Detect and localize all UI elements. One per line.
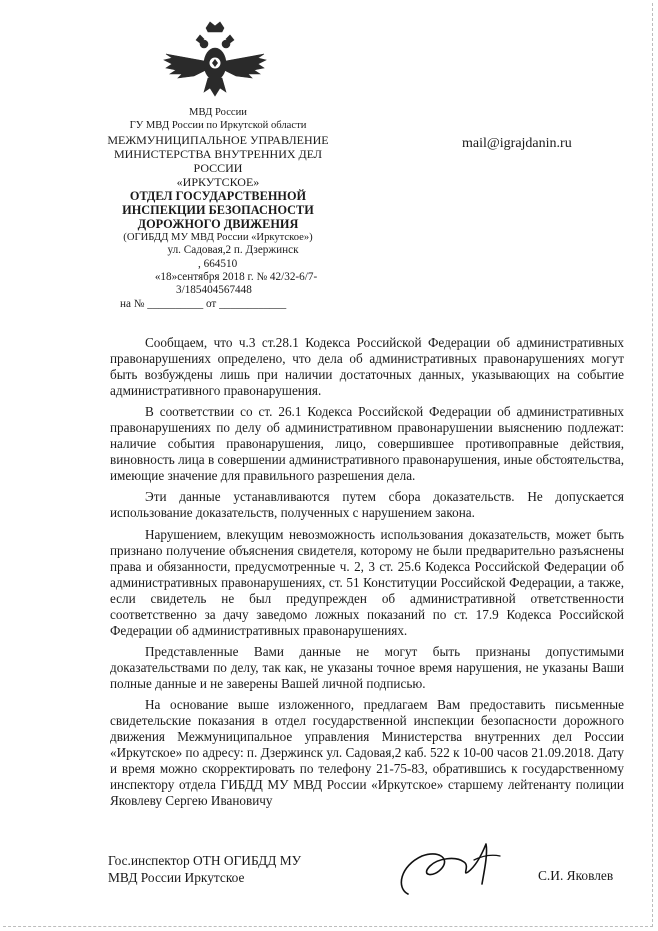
org-line-1: МВД России bbox=[189, 107, 247, 118]
signer-title-line-1: Гос.инспектор ОТН ОГИБДД МУ bbox=[108, 853, 302, 868]
recipient-email: mail@igrajdanin.ru bbox=[462, 136, 572, 151]
eagle-emblem-icon bbox=[160, 18, 270, 100]
org-line-4: МИНИСТЕРСТВА ВНУТРЕННИХ ДЕЛ bbox=[113, 146, 323, 161]
org-line-6: «ИРКУТСКОЕ» bbox=[176, 174, 260, 189]
date-number-line-2: 3/185404567448 bbox=[176, 284, 252, 297]
dept-abbrev: (ОГИБДД МУ МВД России «Иркутское») bbox=[123, 231, 313, 243]
org-line-5: РОССИИ bbox=[193, 160, 243, 175]
reference-line: на № __________ от ____________ bbox=[120, 297, 287, 310]
body-paragraph-6: На основание выше изложенного, предлагаем Вам предоставить письменные свидетельские показания в отдел государственной инспекции безопасности дорожного движения Межмуниципальное управления Министерства внутренних дел России «Иркутское» по адресу: п. Дзержинск ул. Садовая,2 каб. 522 к 10-00 часов 21.09.2018. Дату и время можно скорректировать по телефону 21-75-83, обратившись к государственному инспектору отдела ГИБДД МУ МВД России «Иркутское» старшему лейтенанту полиции Яковлеву Сергею Ивановичу bbox=[110, 696, 624, 809]
handwritten-signature bbox=[378, 832, 528, 904]
dept-line-3: ДОРОЖНОГО ДВИЖЕНИЯ bbox=[137, 216, 299, 231]
signer-title-line-2: МВД России Иркутское bbox=[108, 870, 245, 885]
dept-line-1: ОТДЕЛ ГОСУДАРСТВЕННОЙ bbox=[129, 188, 307, 203]
letter-body bbox=[110, 335, 624, 814]
body-paragraph-3: Эти данные устанавливаются путем сбора доказательств. Не допускается использование доказательств, полученных с нарушением закона. bbox=[110, 489, 624, 521]
org-line-2: ГУ МВД России по Иркутской области bbox=[129, 120, 307, 132]
body-paragraph-2: В соответствии со ст. 26.1 Кодекса Российской Федерации об административных правонарушениях по делу об административном правонарушении выяснению подлежат: наличие события правонарушения, лицо, совершившее противоправные действия, виновность лица в совершении административного правонарушения, иные обстоятельства, имеющие значение для правильного разрешения дела. bbox=[110, 404, 624, 484]
signer-title bbox=[108, 852, 301, 886]
dept-line-2: ИНСПЕКЦИИ БЕЗОПАСНОСТИ bbox=[122, 202, 314, 217]
signer-name: С.И. Яковлев bbox=[538, 868, 614, 883]
body-paragraph-1: Сообщаем, что ч.3 ст.28.1 Кодекса Российской Федерации об административных правонарушениях определено, что дела об административных правонарушениях могут быть возбуждены лишь при наличии достаточных данных, указывающих на событие административного правонарушения. bbox=[110, 335, 624, 399]
org-line-3: МЕЖМУНИЦИПАЛЬНОЕ УПРАВЛЕНИЕ bbox=[107, 132, 329, 147]
date-number-line-1: «18»сентября 2018 г. № 42/32-6/7- bbox=[154, 271, 318, 284]
address-line-2: , 664510 bbox=[198, 257, 238, 270]
body-paragraph-4: Нарушением, влекущим невозможность использования доказательств, может быть признано получение объяснения свидетеля, которому не были предварительно разъяснены права и обязанности, предусмотренные ч. 2, 3 ст. 25.6 Кодекса Российской Федерации об административных правонарушениях, ст. 51 Конституции Российской Федерации, а также, если свидетель не был предупрежден об административной ответственности соответственно за дачу заведомо ложных показаний по ст. 17.9 Кодекса Российской Федерации об административных правонарушениях. bbox=[110, 526, 624, 638]
letterhead bbox=[98, 106, 338, 311]
body-paragraph-5: Представленные Вами данные не могут быть признаны допустимыми доказательствами по делу, так как, не указаны точное время нарушения, не указаны Ваши полные данные и не заверены Вашей личной подписью. bbox=[110, 643, 624, 691]
address-line-1: ул. Садовая,2 п. Дзержинск bbox=[167, 244, 299, 257]
